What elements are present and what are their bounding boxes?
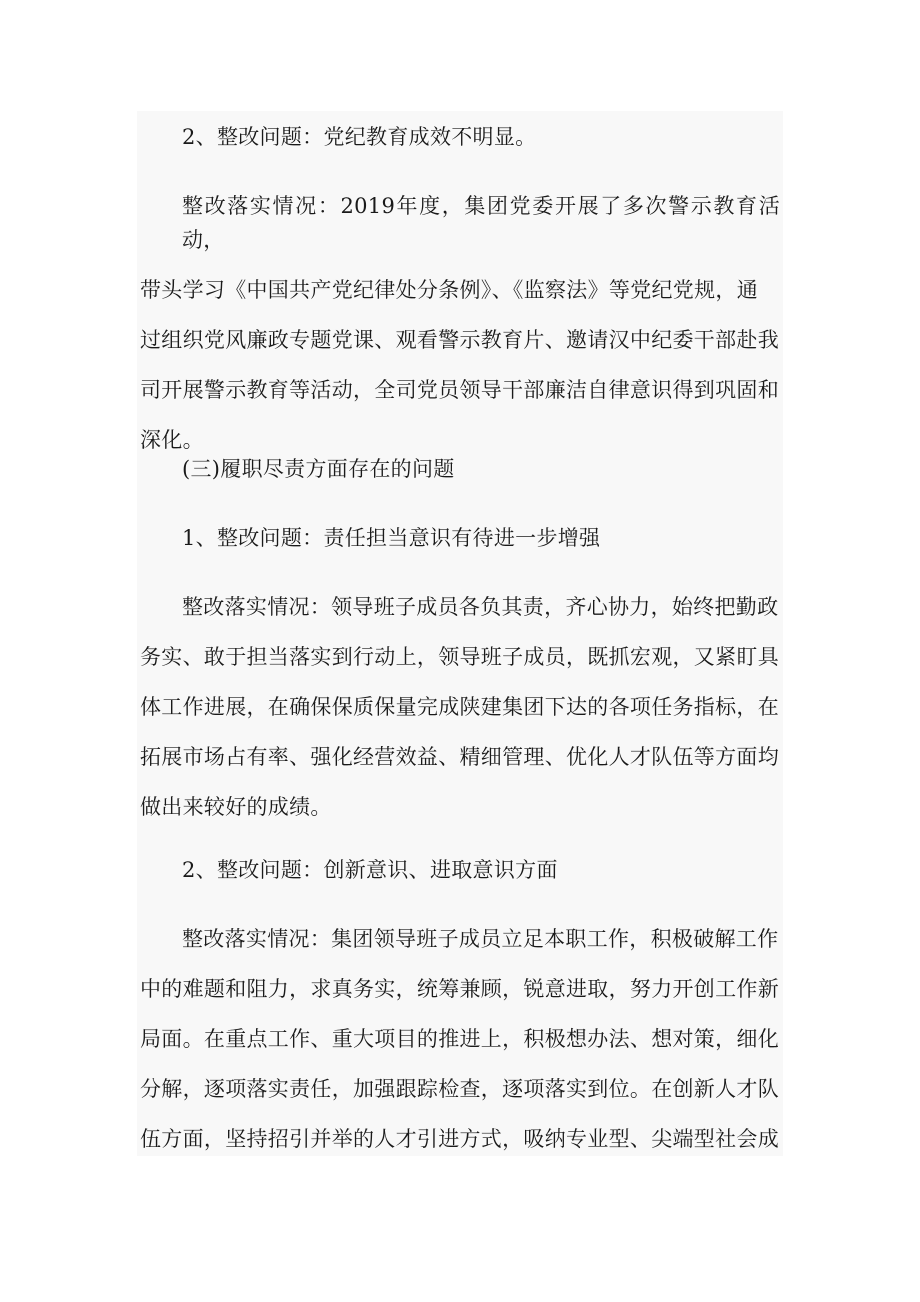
paragraph-line: 做出来较好的成绩。 [140,795,332,819]
paragraph-issue-1-responsibility [140,521,780,555]
section-heading-duty [140,452,780,486]
paragraph-issue-2-discipline [140,120,780,154]
paragraph-line: (三)履职尽责方面存在的问题 [182,457,455,481]
paragraph-line: 整改落实情况：领导班子成员各负其责，齐心协力，始终把勤政 [182,595,779,619]
paragraph-line: 整改落实情况：集团领导班子成员立足本职工作，积极破解工作 [182,927,779,951]
paragraph-line: 中的难题和阻力，求真务实，统筹兼顾，锐意进取，努力开创工作新 [140,977,779,1001]
paragraph-rectification-discipline [140,189,780,457]
paragraph-line: 局面。在重点工作、重大项目的推进上，积极想办法、想对策，细化 [140,1027,779,1051]
paragraph-line: 务实、敢于担当落实到行动上，领导班子成员，既抓宏观，又紧盯具 [140,645,779,669]
paragraph-issue-2-innovation [140,853,780,887]
paragraph-line: 过组织党风廉政专题党课、观看警示教育片、邀请汉中纪委干部赴我 [140,328,779,352]
paragraph-line: 整改落实情况：2019年度，集团党委开展了多次警示教育活动， [182,194,780,252]
paragraph-line: 深化。 [140,428,204,452]
paragraph-line: 拓展市场占有率、强化经营效益、精细管理、优化人才队伍等方面均 [140,745,779,769]
paragraph-rectification-responsibility [140,590,780,824]
paragraph-line: 带头学习《中国共产党纪律处分条例》、《监察法》等党纪党规，通 [140,278,758,302]
paragraph-line: 分解，逐项落实责任，加强跟踪检查，逐项落实到位。在创新人才队 [140,1077,779,1101]
paragraph-line: 体工作进展，在确保保质保量完成陕建集团下达的各项任务指标，在 [140,695,779,719]
paragraph-line: 1、整改问题：责任担当意识有待进一步增强 [182,526,601,550]
paragraph-line: 伍方面，坚持招引并举的人才引进方式，吸纳专业型、尖端型社会成 [140,1127,779,1151]
paragraph-line: 司开展警示教育等活动，全司党员领导干部廉洁自律意识得到巩固和 [140,378,779,402]
paragraph-rectification-innovation [140,922,780,1156]
paragraph-line: 2、整改问题：创新意识、进取意识方面 [182,858,558,882]
paragraph-line: 2、整改问题：党纪教育成效不明显。 [182,125,537,149]
